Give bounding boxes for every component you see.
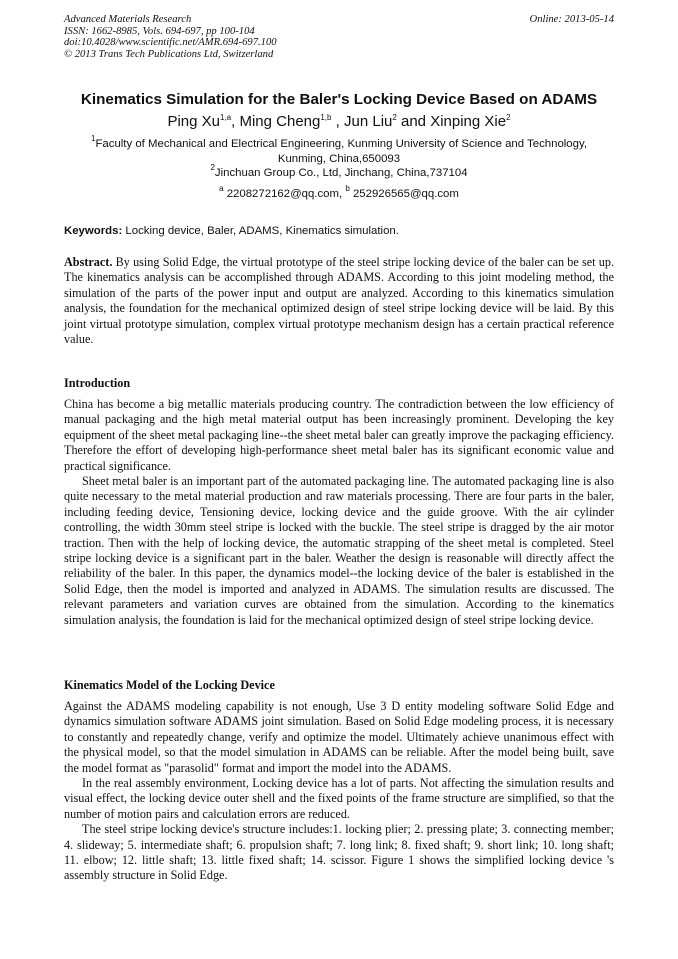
author-affiliation-mark: 2	[392, 113, 397, 122]
keywords-label: Keywords:	[64, 225, 123, 237]
introduction-body	[64, 397, 614, 628]
email-line	[0, 184, 678, 200]
affiliation-text: Faculty of Mechanical and Electrical Engineering, Kunming University of Science and Technology,	[95, 138, 587, 150]
paragraph: The steel stripe locking device's structure includes:1. locking plier; 2. pressing plate; 3. connecting member; 4. slideway; 5. intermediate shaft; 6. propulsion shaft; 7. long link; 8. fixed shaft; 9. short link; 10. long shaft; 11. elbow; 12. little shaft; 13. little fixed shaft; 14. scissor. Figure 1 shows the simplified locking device 's assembly structure in Solid Edge.	[64, 822, 614, 883]
email-link[interactable]: 252926565@qq.com	[352, 188, 459, 200]
author-line	[0, 113, 678, 130]
keywords	[64, 225, 614, 237]
kinematics-body	[64, 699, 614, 884]
abstract-label: Abstract.	[64, 255, 113, 269]
author-name: Jun Liu	[344, 113, 393, 130]
paragraph: In the real assembly environment, Locking device has a lot of parts. Not affecting the simulation results and visual effect, the locking device outer shell and the fixed points of the frame structure are simplified, so that the number of motion pairs and calculation errors are reduced.	[64, 776, 614, 821]
email-link[interactable]: 2208272162@qq.com,	[226, 188, 343, 200]
author-affiliation-mark: 1,b	[320, 113, 332, 122]
journal-name: Advanced Materials Research	[64, 14, 192, 25]
affiliations	[60, 134, 618, 181]
author-name: Ming Cheng	[239, 113, 321, 130]
keywords-text: Locking device, Baler, ADAMS, Kinematics simulation.	[125, 225, 399, 237]
author-separator: ,	[331, 113, 344, 130]
paper-title: Kinematics Simulation for the Baler's Locking Device Based on ADAMS	[80, 91, 598, 108]
author-name: Ping Xu	[167, 113, 220, 130]
paragraph: Sheet metal baler is an important part of the automated packaging line. The automated packaging line is also quite necessary to the metal material production and raw materials processing. There are four parts in the baler, including feeding device, Tensioning device, locking device and the guide groove. With the air cylinder controlling, the width 30mm steel stripe is locked with the buckle. The steel stripe is dragged by the air motor traction. Then with the help of locking device, the automatic strapping of the sheet metal is completed. Steel stripe locking device is a significant part in the baler. Weather the design is reasonable will directly affect the reliability of the baler. In this paper, the dynamics model--the locking device of the baler is established in the Solid Edge, then the model is imported and analyzed in ADAMS. The simulation results are discussed. The relevant parameters and variation curves are obtained from the simulation. According to the kinematics simulation analysis, the foundation is laid for the mechanical optimized design of steel stripe locking device.	[64, 474, 614, 627]
abstract	[64, 255, 614, 347]
affiliation-1-cont: Kunming, China,650093	[277, 152, 401, 165]
author-affiliation-mark: 1,a	[220, 113, 232, 122]
email-mark: b	[345, 184, 350, 193]
affiliation-1	[60, 134, 618, 152]
author-separator: and	[396, 113, 431, 130]
affiliation-2	[60, 163, 618, 181]
section-heading-introduction: Introduction	[64, 376, 131, 390]
abstract-text: By using Solid Edge, the virtual prototype of the steel stripe locking device of the baler can be set up. The kinematics analysis can be accomplished through ADAMS. According to this joint modeling method, the simulation of the parts of the power input and output are analyzed. According to this kinematics simulation analysis, the foundation for the mechanical optimized design of steel stripe locking device will be laid. By this joint virtual prototype simulation, complex virtual prototype mechanism design has a certain practical reference value.	[64, 255, 614, 347]
paragraph: China has become a big metallic materials producing country. The contradiction between the low efficiency of manual packaging and the high metal material output has been increasingly prominent. Developing the key equipment of the sheet metal packaging line--the sheet metal baler can greatly improve the packaging efficiency. Therefore the effort of developing high-performance sheet metal baler has its significant economic value and practical significance.	[64, 397, 614, 473]
email-mark: a	[219, 184, 224, 193]
affiliation-mark: 1	[91, 134, 96, 143]
affiliation-mark: 2	[210, 163, 215, 173]
journal-issn: ISSN: 1662-8985, Vols. 694-697, pp 100-104	[64, 25, 255, 37]
author-name: Xinping Xie	[430, 113, 507, 130]
journal-doi: doi:10.4028/www.scientific.net/AMR.694-697.100	[64, 37, 277, 49]
section-heading-kinematics: Kinematics Model of the Locking Device	[64, 678, 275, 692]
paragraph: Against the ADAMS modeling capability is not enough, Use 3 D entity modeling software Solid Edge and dynamics simulation software ADAMS joint simulation. Based on Solid Edge modeling process, it is necessary to constantly and repeatedly change, verify and optimize the model. Ultimately achieve unanimous effect with the physical model, so that the model simulation in ADAMS can be reliable. After the model being built, save the model format as "parasolid" format and import the model into the ADAMS.	[64, 699, 614, 775]
affiliation-text: Jinchuan Group Co., Ltd, Jinchang, China,737104	[214, 167, 468, 180]
journal-header	[64, 14, 277, 60]
author-separator: ,	[231, 113, 240, 130]
author-affiliation-mark: 2	[506, 113, 511, 122]
journal-copyright: © 2013 Trans Tech Publications Ltd, Switzerland	[64, 48, 274, 60]
online-date: Online: 2013-05-14	[529, 14, 614, 25]
